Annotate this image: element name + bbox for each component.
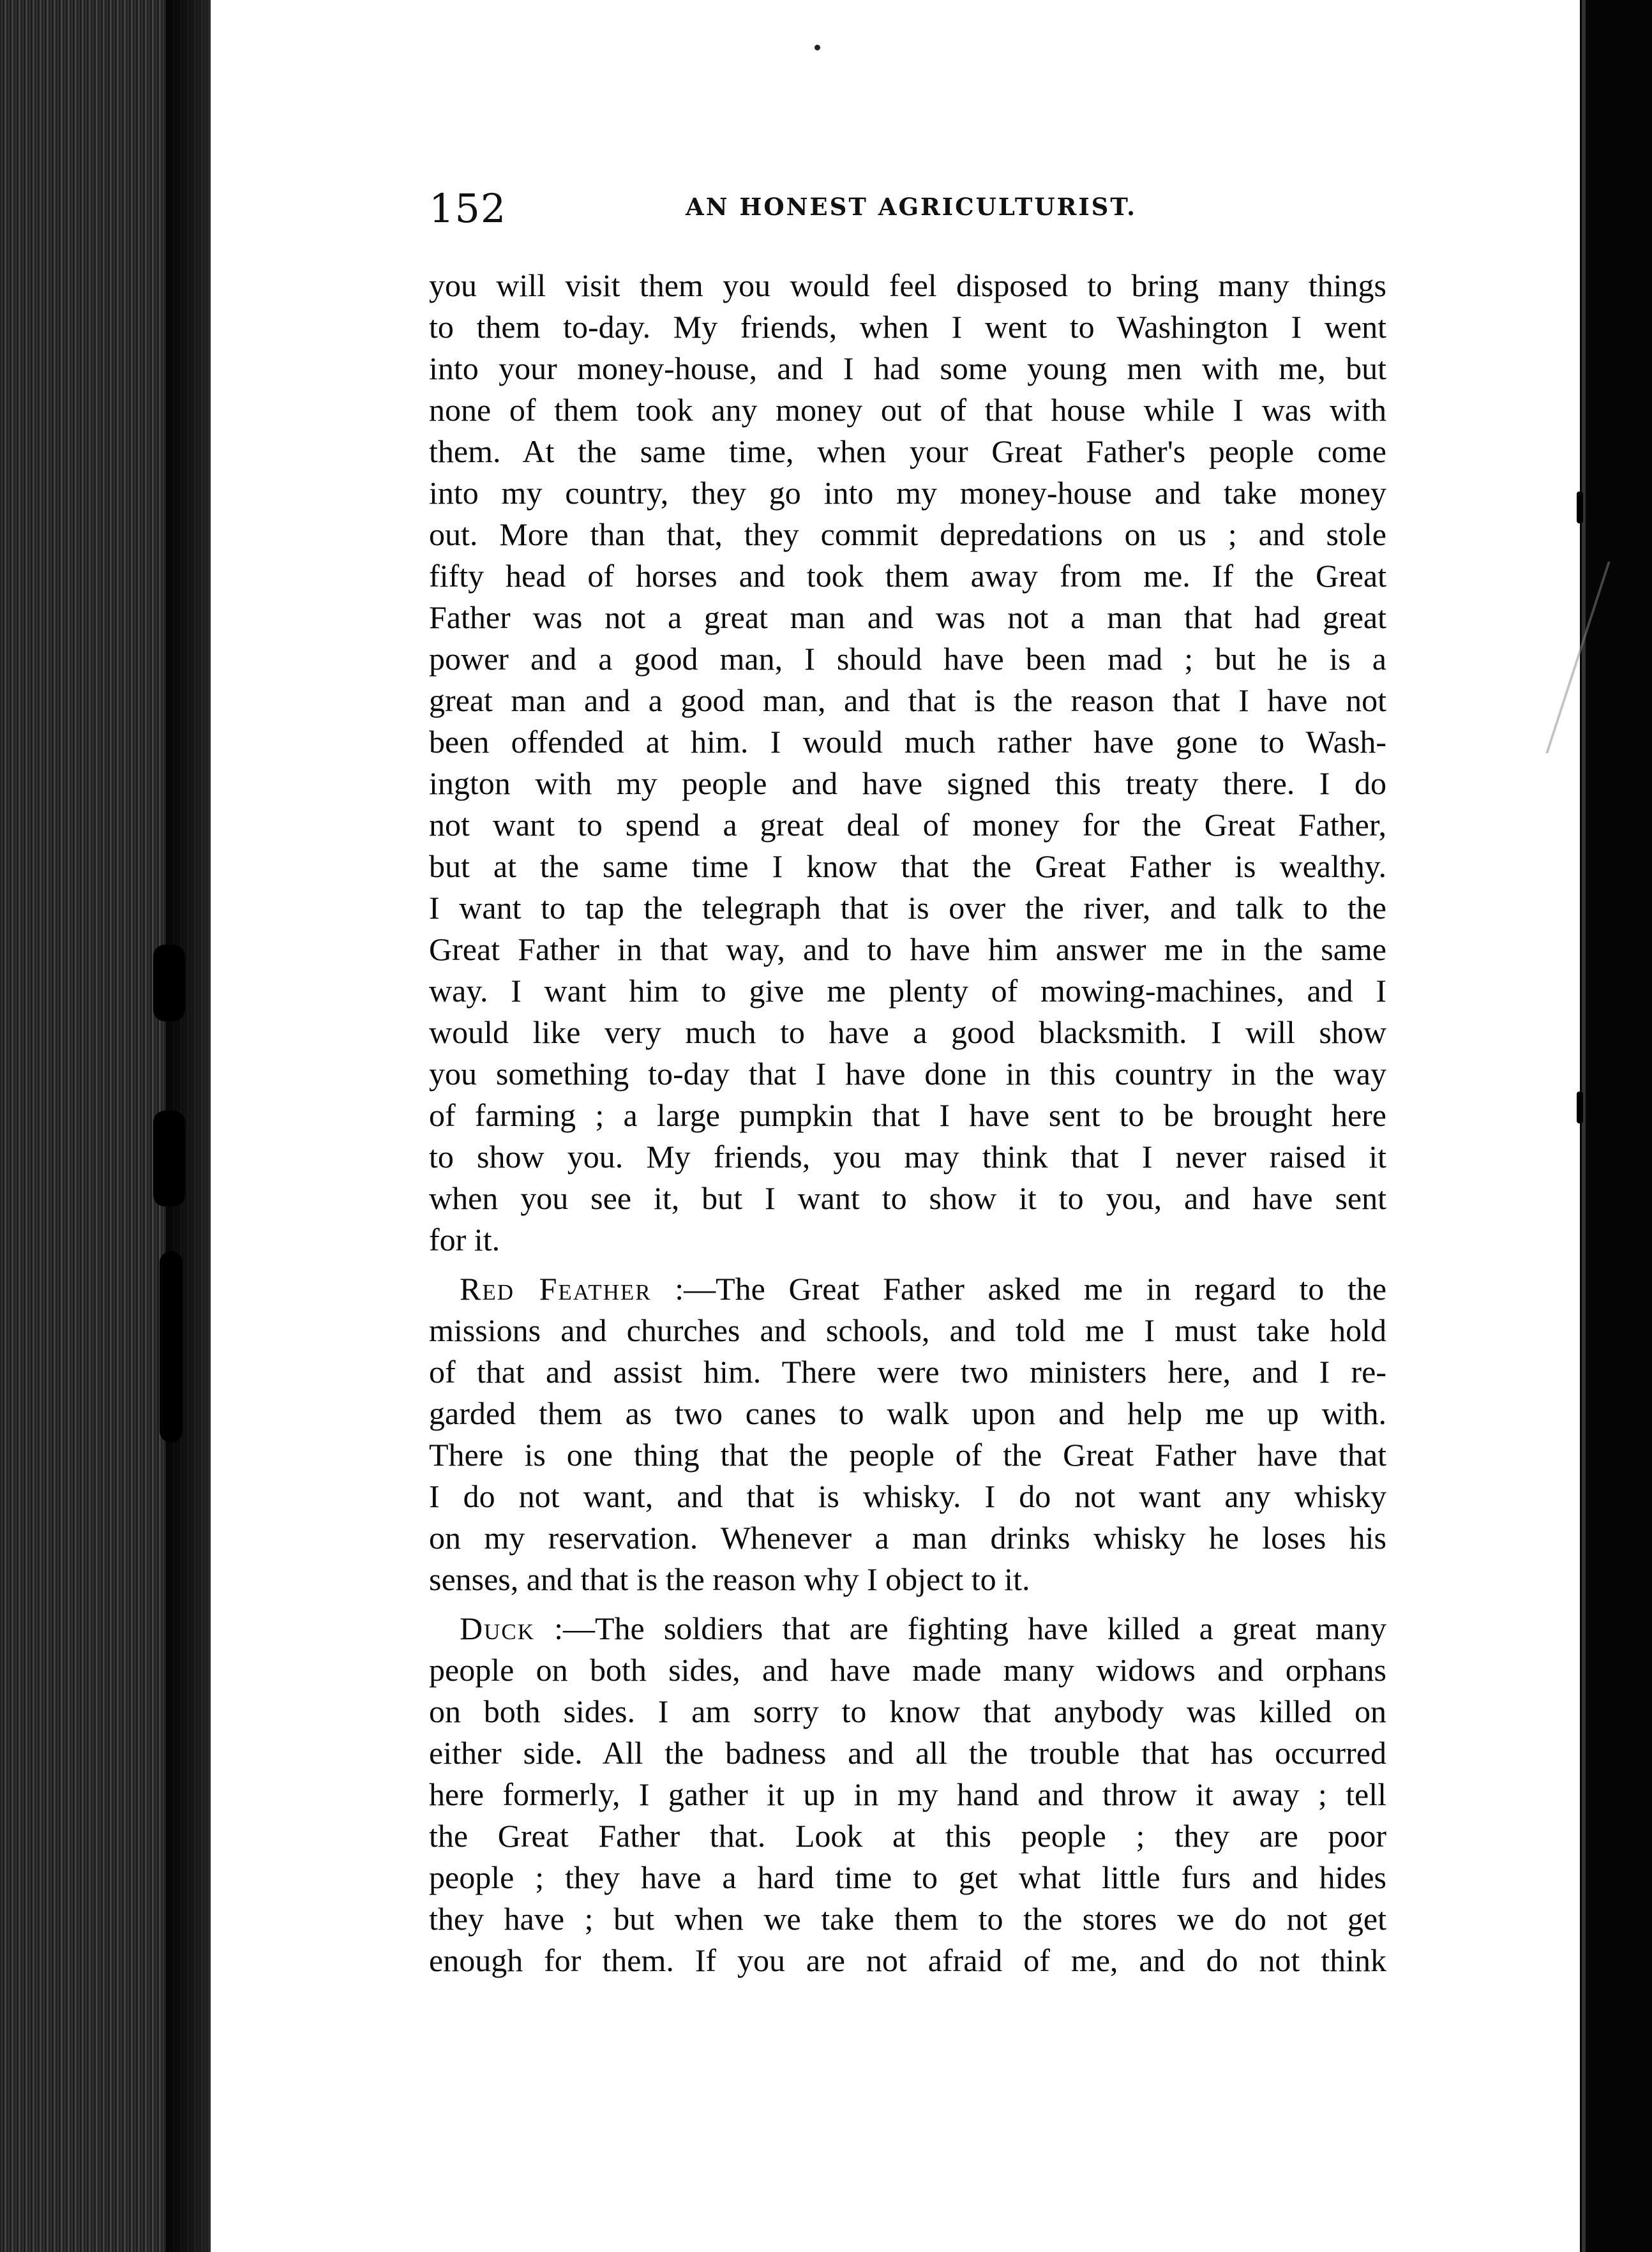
- text-fragment: The Great Father asked me in regard to the: [716, 1271, 1387, 1307]
- page-number: 152: [429, 185, 507, 232]
- speech-first-line: [429, 1608, 1386, 1649]
- text-line: I want to tap the telegraph that is over the river, and talk to the: [429, 890, 1386, 926]
- edge-tick: [1577, 1092, 1583, 1123]
- text-line: not want to spend a great deal of money for the Great Father,: [429, 807, 1386, 843]
- text-line: senses, and that is the reason why I object to it.: [429, 1561, 1030, 1597]
- text-line: power and a good man, I should have been mad ; but he is a: [429, 641, 1386, 677]
- text-line: into your money-house, and I had some young men with me, but: [429, 350, 1386, 386]
- ink-dot: [815, 45, 820, 50]
- text-line: ington with my people and have signed this treaty there. I do: [429, 765, 1386, 801]
- text-line: people on both sides, and have made many widows and orphans: [429, 1652, 1386, 1688]
- text-line: to them to-day. My friends, when I went to Washington I went: [429, 309, 1386, 345]
- spine-mark: [160, 1251, 183, 1443]
- text-line: Great Father in that way, and to have him answer me in the same: [429, 931, 1386, 967]
- text-line: here formerly, I gather it up in my hand and throw it away ; tell: [429, 1776, 1386, 1812]
- text-line: you something to-day that I have done in this country in the way: [429, 1056, 1386, 1092]
- text-line: enough for them. If you are not afraid of me, and do not think: [429, 1942, 1386, 1978]
- text-line: way. I want him to give me plenty of mowing-machines, and I: [429, 973, 1386, 1009]
- spine-mark: [153, 945, 185, 1021]
- text-line: the Great Father that. Look at this people ; they are poor: [429, 1818, 1386, 1854]
- speaker-separator: :—: [651, 1271, 716, 1307]
- text-line: them. At the same time, when your Great Father's people come: [429, 433, 1386, 469]
- running-title: AN HONEST AGRICULTURIST.: [686, 193, 1138, 221]
- text-line: garded them as two canes to walk upon and help me up with.: [429, 1395, 1386, 1431]
- text-line: they have ; but when we take them to the stores we do not get: [429, 1901, 1386, 1937]
- text-line: great man and a good man, and that is the reason that I have not: [429, 682, 1386, 718]
- text-line: out. More than that, they commit depredations on us ; and stole: [429, 516, 1386, 552]
- speaker-name: Red Feather: [460, 1271, 652, 1307]
- text-line: of that and assist him. There were two ministers here, and I re-: [429, 1354, 1386, 1390]
- running-head: [429, 185, 1147, 236]
- text-line: been offended at him. I would much rather have gone to Wash-: [429, 724, 1386, 760]
- text-line: when you see it, but I want to show it to you, and have sent: [429, 1180, 1386, 1216]
- text-line: fifty head of horses and took them away from me. If the Great: [429, 558, 1386, 594]
- paragraph-duck: [429, 1608, 1386, 1981]
- text-line: people ; they have a hard time to get what little furs and hides: [429, 1859, 1386, 1895]
- text-line: I do not want, and that is whisky. I do not want any whisky: [429, 1478, 1386, 1514]
- text-line: for it.: [429, 1222, 500, 1257]
- speaker-separator: :—: [535, 1610, 596, 1646]
- text-line: either side. All the badness and all the trouble that has occurred: [429, 1735, 1386, 1771]
- text-line: but at the same time I know that the Great Father is wealthy.: [429, 848, 1386, 884]
- right-page-edge: [1580, 0, 1652, 2252]
- text-line: There is one thing that the people of the Great Father have that: [429, 1437, 1386, 1473]
- paragraph-continued-speech: [429, 265, 1386, 1261]
- paragraph-red-feather: [429, 1268, 1386, 1600]
- text-line: into my country, they go into my money-house and take money: [429, 475, 1386, 511]
- text-line: to show you. My friends, you may think that I never raised it: [429, 1139, 1386, 1175]
- text-line: on both sides. I am sorry to know that anybody was killed on: [429, 1693, 1386, 1729]
- text-line: would like very much to have a good blacksmith. I will show: [429, 1014, 1386, 1050]
- text-line: on my reservation. Whenever a man drinks whisky he loses his: [429, 1520, 1386, 1556]
- text-line: you will visit them you would feel disposed to bring many things: [429, 267, 1386, 303]
- text-fragment: The soldiers that are fighting have killed a great many: [595, 1610, 1386, 1646]
- text-line: none of them took any money out of that house while I was with: [429, 392, 1386, 428]
- text-line: missions and churches and schools, and told me I must take hold: [429, 1312, 1386, 1348]
- spine-mark: [153, 1111, 185, 1206]
- text-line: Father was not a great man and was not a man that had great: [429, 599, 1386, 635]
- edge-tick: [1577, 492, 1583, 523]
- text-line: of farming ; a large pumpkin that I have sent to be brought here: [429, 1097, 1386, 1133]
- right-edge-rule: [1582, 0, 1586, 2252]
- speech-first-line: [429, 1268, 1386, 1310]
- body-text: [429, 265, 1386, 1981]
- speaker-name: Duck: [460, 1610, 536, 1646]
